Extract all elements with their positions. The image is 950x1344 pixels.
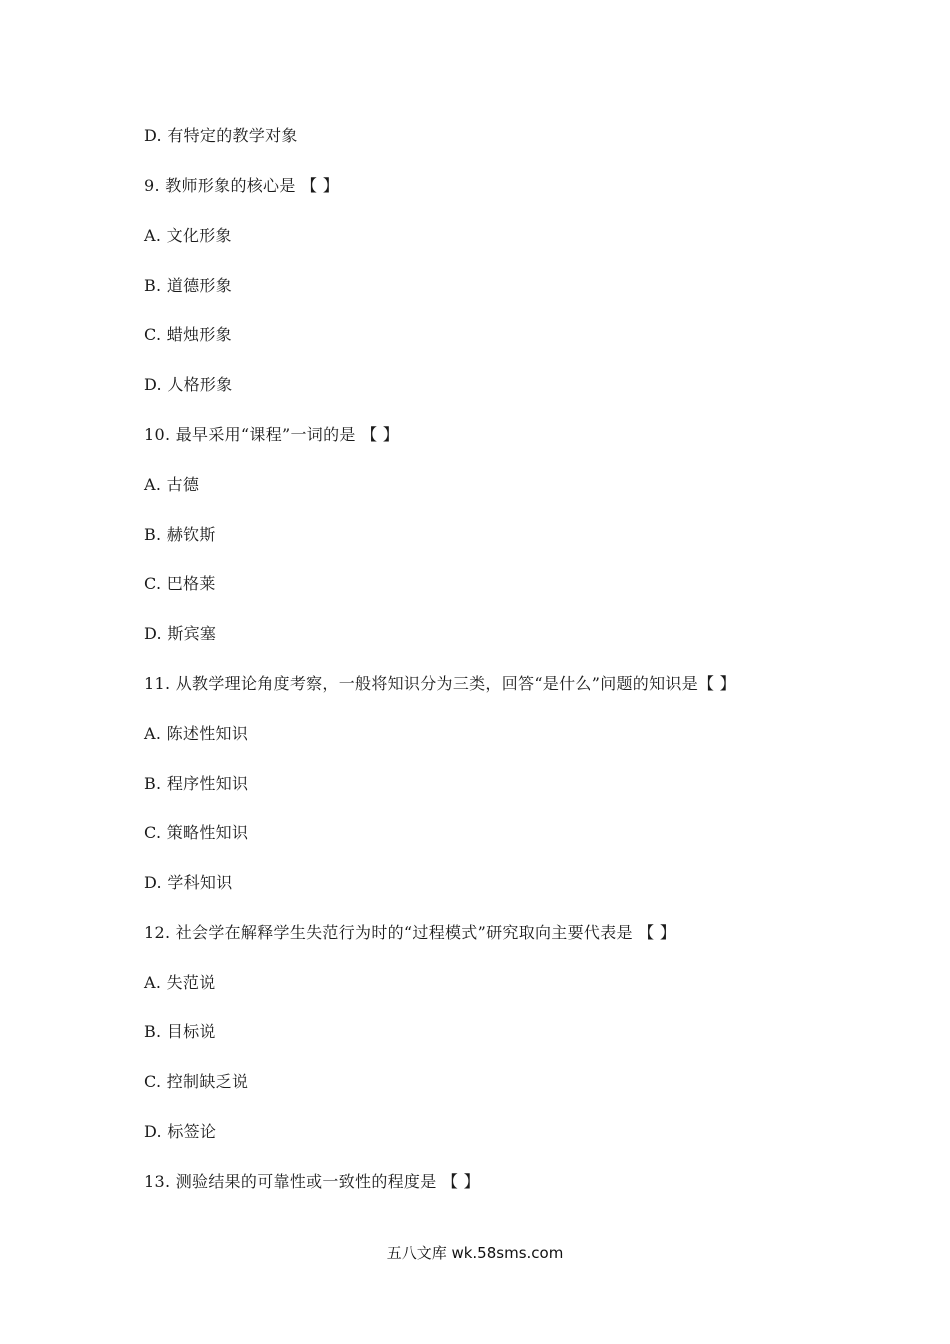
question-13: 13. 测验结果的可靠性或一致性的程度是 【 】: [144, 1172, 480, 1191]
option-12-b: B. 目标说: [144, 1022, 216, 1041]
option-11-c: C. 策略性知识: [144, 823, 249, 842]
option-11-b: B. 程序性知识: [144, 774, 249, 793]
question-12: 12. 社会学在解释学生失范行为时的“过程模式”研究取向主要代表是 【 】: [144, 923, 677, 942]
option-8-d: D. 有特定的教学对象: [144, 126, 298, 145]
question-10: 10. 最早采用“课程”一词的是 【 】: [144, 425, 400, 444]
option-10-a: A. 古德: [144, 475, 200, 494]
option-10-d: D. 斯宾塞: [144, 624, 217, 643]
option-12-a: A. 失范说: [144, 973, 216, 992]
option-11-a: A. 陈述性知识: [144, 724, 249, 743]
question-11: 11. 从教学理论角度考察，一般将知识分为三类，回答“是什么”问题的知识是【 】: [144, 674, 736, 693]
option-9-d: D. 人格形象: [144, 375, 233, 394]
option-10-c: C. 巴格莱: [144, 574, 216, 593]
option-11-d: D. 学科知识: [144, 873, 233, 892]
option-9-a: A. 文化形象: [144, 226, 232, 245]
option-10-b: B. 赫钦斯: [144, 525, 216, 544]
footer-watermark: 五八文库 wk.58sms.com: [386, 1244, 564, 1262]
option-9-c: C. 蜡烛形象: [144, 325, 232, 344]
option-12-d: D. 标签论: [144, 1122, 217, 1141]
option-12-c: C. 控制缺乏说: [144, 1072, 249, 1091]
question-9: 9. 教师形象的核心是 【 】: [144, 176, 340, 195]
option-9-b: B. 道德形象: [144, 276, 233, 295]
